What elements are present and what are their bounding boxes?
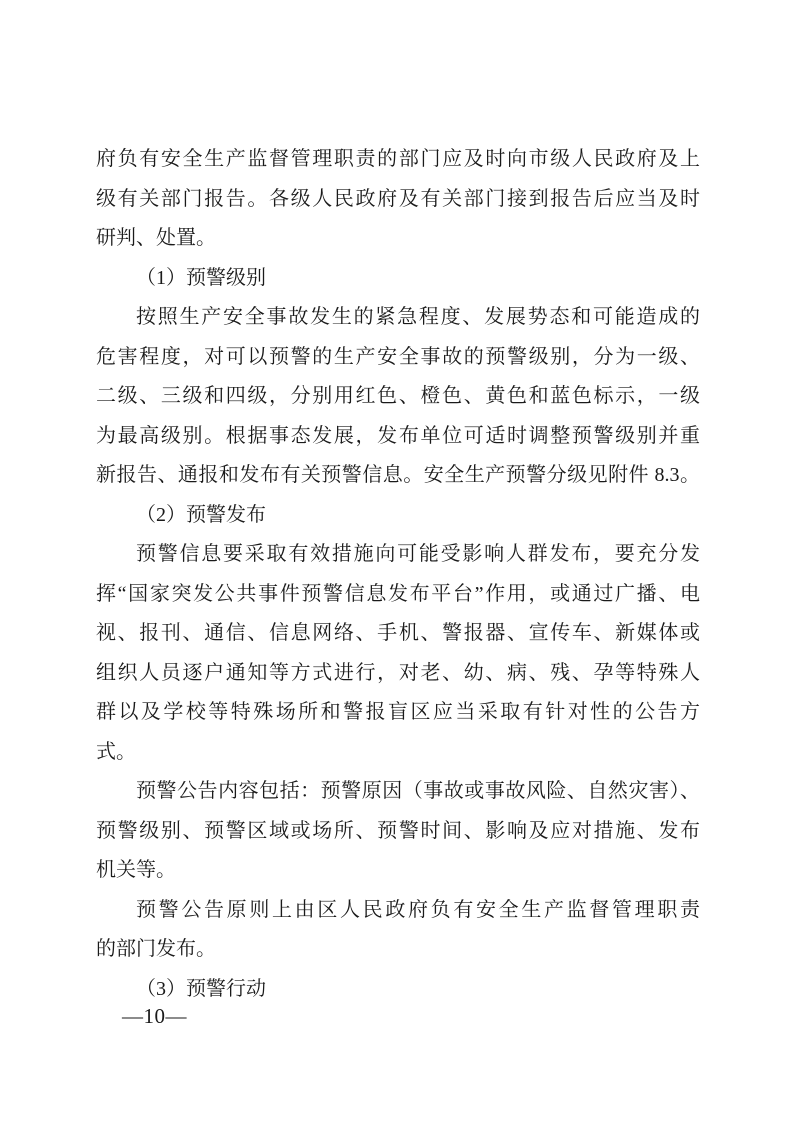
text-line: （3）预警行动 [136, 977, 266, 1000]
text-line: 式。 [96, 740, 136, 763]
text-line: （2）预警发布 [136, 503, 266, 526]
page-number: —10— [122, 1004, 187, 1028]
text-line: 预警信息要采取有效措施向可能受影响人群发布，要充分发 [136, 543, 700, 565]
text-line: 机关等。 [96, 859, 176, 881]
text-line: 研判、处置。 [96, 227, 216, 249]
text-line: 预警公告内容包括：预警原因（事故或事故风险、自然灾害）、 [136, 780, 700, 802]
text-line: 二级、三级和四级，分别用红色、橙色、黄色和蓝色标示，一级 [96, 385, 700, 407]
text-line: 为最高级别。根据事态发展，发布单位可适时调整预警级别并重 [96, 424, 700, 447]
body-text-block [96, 140, 700, 1009]
text-line: 府负有安全生产监督管理职责的部门应及时向市级人民政府及上 [96, 148, 700, 170]
text-line: （1）预警级别 [136, 266, 266, 289]
text-line: 按照生产安全事故发生的紧急程度、发展势态和可能造成的 [136, 306, 700, 328]
text-line: 视、报刊、通信、信息网络、手机、警报器、宣传车、新媒体或 [96, 622, 700, 644]
text-line: 的部门发布。 [96, 938, 216, 960]
text-line: 群以及学校等特殊场所和警报盲区应当采取有针对性的公告方 [96, 701, 700, 723]
text-line: 新报告、通报和发布有关预警信息。安全生产预警分级见附件 8.3。 [96, 464, 700, 486]
text-line: 危害程度，对可以预警的生产安全事故的预警级别，分为一级、 [96, 345, 700, 368]
text-line: 级有关部门报告。各级人民政府及有关部门接到报告后应当及时 [96, 187, 700, 210]
text-line: 组织人员逐户通知等方式进行，对老、幼、病、残、孕等特殊人 [96, 661, 700, 684]
text-line: 预警级别、预警区域或场所、预警时间、影响及应对措施、发布 [96, 819, 700, 842]
text-line: 挥“国家突发公共事件预警信息发布平台”作用，或通过广播、电 [96, 582, 700, 605]
text-line: 预警公告原则上由区人民政府负有安全生产监督管理职责 [136, 898, 700, 921]
